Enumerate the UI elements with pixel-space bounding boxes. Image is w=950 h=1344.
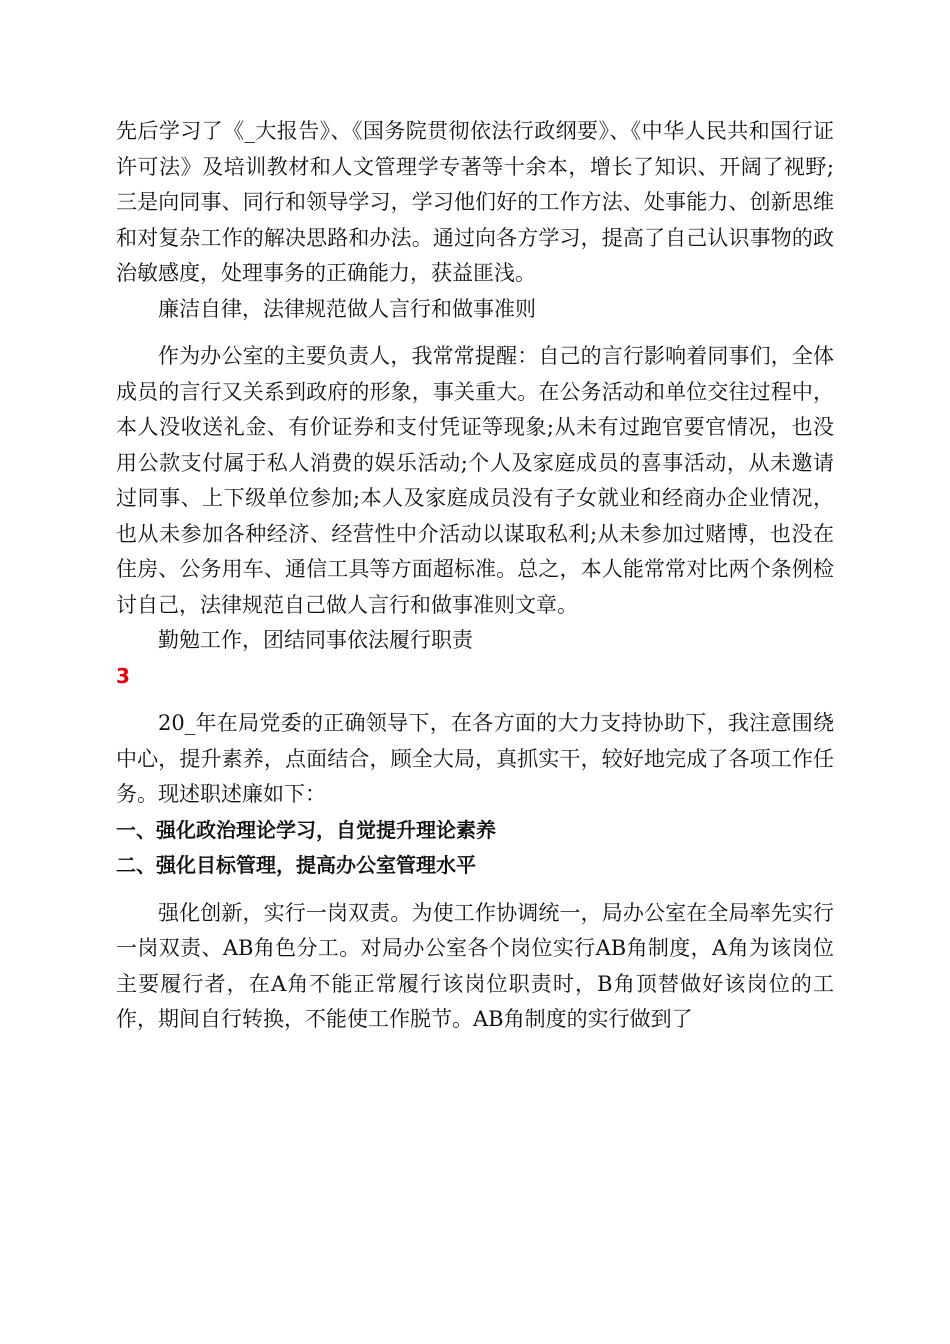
heading-political-study: 一、强化政治理论学习，自觉提升理论素养 [116,817,496,842]
heading-target-management: 二、强化目标管理，提高办公室管理水平 [116,853,476,877]
heading-integrity: 廉洁自律，法律规范做人言行和做事准则 [158,296,536,321]
paragraph-study: 先后学习了《_大报告》、《国务院贯彻依法行政纲要》、《中华人民共和国行证许可法》及培训教材和人文管理学专著等十余本，增长了知识、开阔了视野;三是向同事、同行和领导学习，学习他们好的工作方法、处事能力、创新思维和对复杂工作的解决思路和办法。通过向各方学习，提高了自己认识事物的政治敏感度，处理事务的正确能力，获益匪浅。 [116,119,834,285]
paragraph-intro: 20_年在局党委的正确领导下，在各方面的大力支持协助下，我注意围绕中心，提升素养，点面结合，顾全大局，真抓实干，较好地完成了各项工作任务。现述职述廉如下： [116,711,834,806]
section-number: 3 [116,663,130,688]
paragraph-ab-role: 强化创新，实行一岗双责。为使工作协调统一，局办公室在全局率先实行一岗双责、AB角色分工。对局办公室各个岗位实行AB角制度，A角为该岗位主要履行者，在A角不能正常履行该岗位职责时，B角顶替做好该岗位的工作，期间自行转换，不能使工作脱节。AB角制度的实行做到了 [116,900,834,1031]
document-page [116,114,834,1038]
heading-diligence: 勤勉工作，团结同事依法履行职责 [158,628,473,652]
paragraph-integrity: 作为办公室的主要负责人，我常常提醒：自己的言行影响着同事们，全体成员的言行又关系到政府的形象，事关重大。在公务活动和单位交往过程中，本人没收送礼金、有价证券和支付凭证等现象;从未有过跑官要官情况，也没用公款支付属于私人消费的娱乐活动;个人及家庭成员的喜事活动，从未邀请过同事、上下级单位参加;本人及家庭成员没有子女就业和经商办企业情况，也从未参加各种经济、经营性中介活动以谋取私利;从未参加过赌博，也没在住房、公务用车、通信工具等方面超标准。总之，本人能常常对比两个条例检讨自己，法律规范自己做人言行和做事准则文章。 [116,344,834,617]
